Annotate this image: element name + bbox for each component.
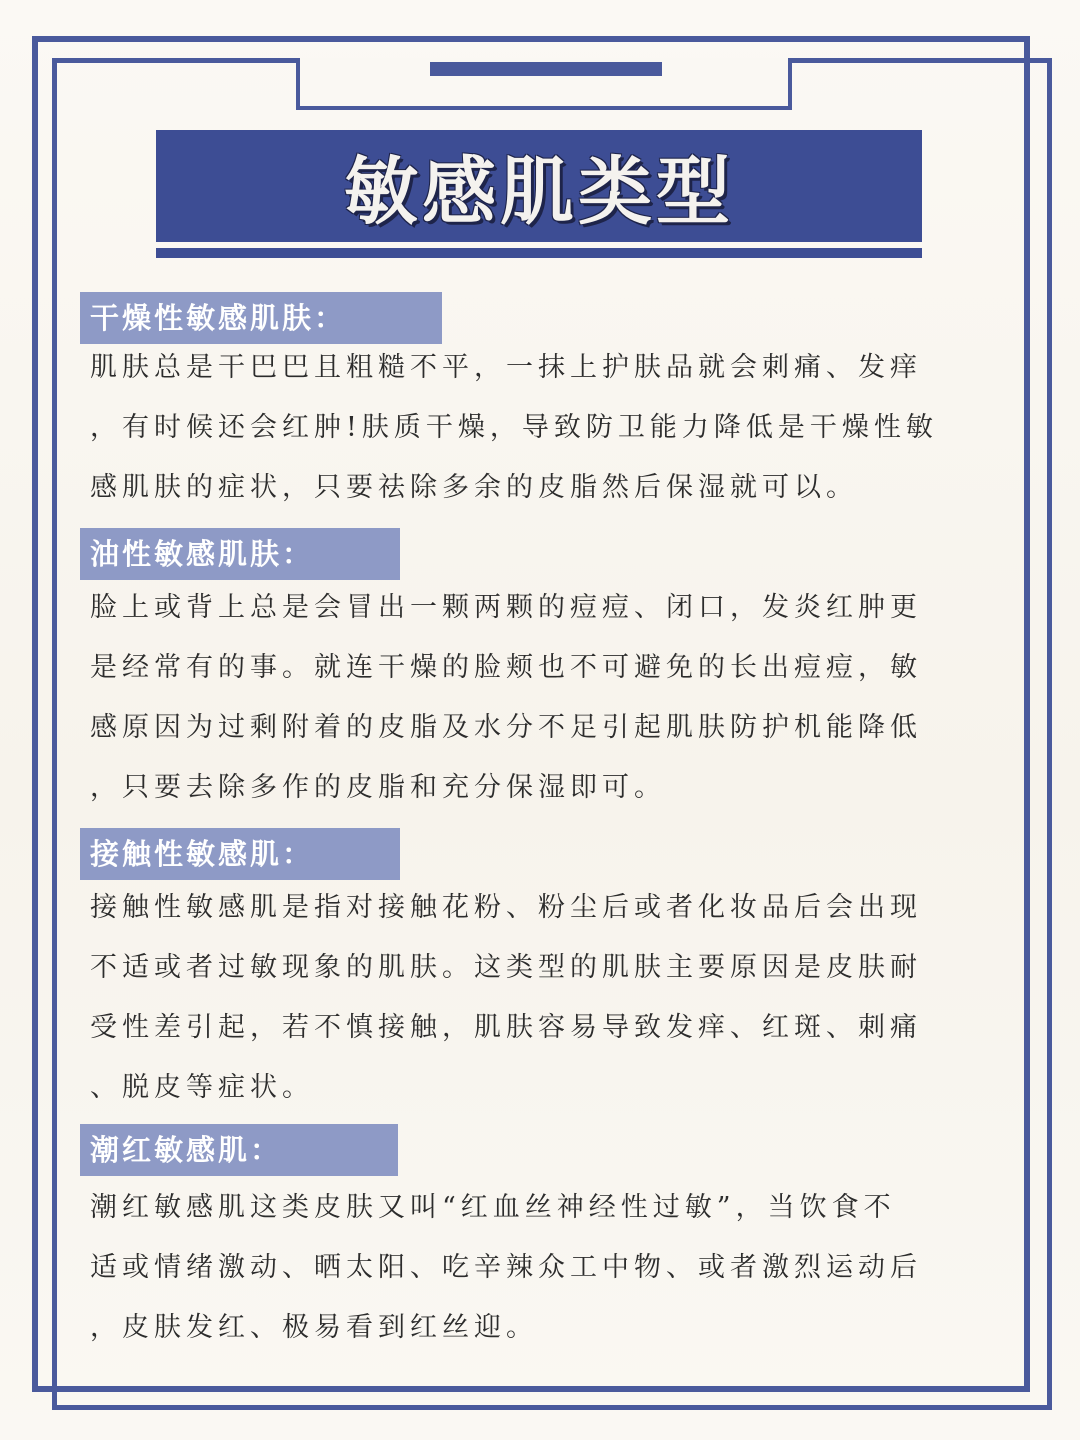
- body-line: 潮红敏感肌这类皮肤又叫“红血丝神经性过敏”，当饮食不: [90, 1192, 896, 1223]
- top-tab-bar: [430, 62, 662, 76]
- section-label-dry: 干燥性敏感肌肤：: [80, 292, 442, 344]
- body-line: 脸上或背上总是会冒出一颗两颗的痘痘、闭口，发炎红肿更: [90, 592, 922, 623]
- body-line: ，皮肤发红、极易看到红丝迎。: [90, 1312, 538, 1343]
- section-label-contact: 接触性敏感肌：: [80, 828, 400, 880]
- body-line: 适或情绪激动、晒太阳、吃辛辣众工中物、或者激烈运动后: [90, 1252, 922, 1283]
- body-line: 感原因为过剩附着的皮脂及水分不足引起肌肤防护机能降低: [90, 712, 922, 743]
- section-body-contact: [90, 878, 990, 1118]
- body-line: 受性差引起，若不慎接触，肌肤容易导致发痒、红斑、刺痛: [90, 1012, 922, 1043]
- body-line: ，有时候还会红肿!肤质干燥，导致防卫能力降低是干燥性敏: [90, 412, 938, 443]
- title-underline: [156, 248, 922, 258]
- body-line: 、脱皮等症状。: [90, 1072, 314, 1103]
- section-label-oily: 油性敏感肌肤：: [80, 528, 400, 580]
- body-line: 不适或者过敏现象的肌肤。这类型的肌肤主要原因是皮肤耐: [90, 952, 922, 983]
- body-line: 是经常有的事。就连干燥的脸颊也不可避免的长出痘痘，敏: [90, 652, 922, 683]
- title-banner: [156, 130, 922, 242]
- section-label-rosacea: 潮红敏感肌：: [80, 1124, 398, 1176]
- body-line: 接触性敏感肌是指对接触花粉、粉尘后或者化妆品后会出现: [90, 892, 922, 923]
- body-line: 肌肤总是干巴巴且粗糙不平，一抹上护肤品就会刺痛、发痒: [90, 352, 922, 383]
- page-title: 敏感肌类型: [344, 149, 734, 235]
- body-line: ，只要去除多作的皮脂和充分保湿即可。: [90, 772, 666, 803]
- body-line: 感肌肤的症状，只要祛除多余的皮脂然后保湿就可以。: [90, 472, 858, 503]
- section-body-rosacea: [90, 1178, 990, 1358]
- section-body-oily: [90, 578, 990, 818]
- section-body-dry: [90, 338, 990, 518]
